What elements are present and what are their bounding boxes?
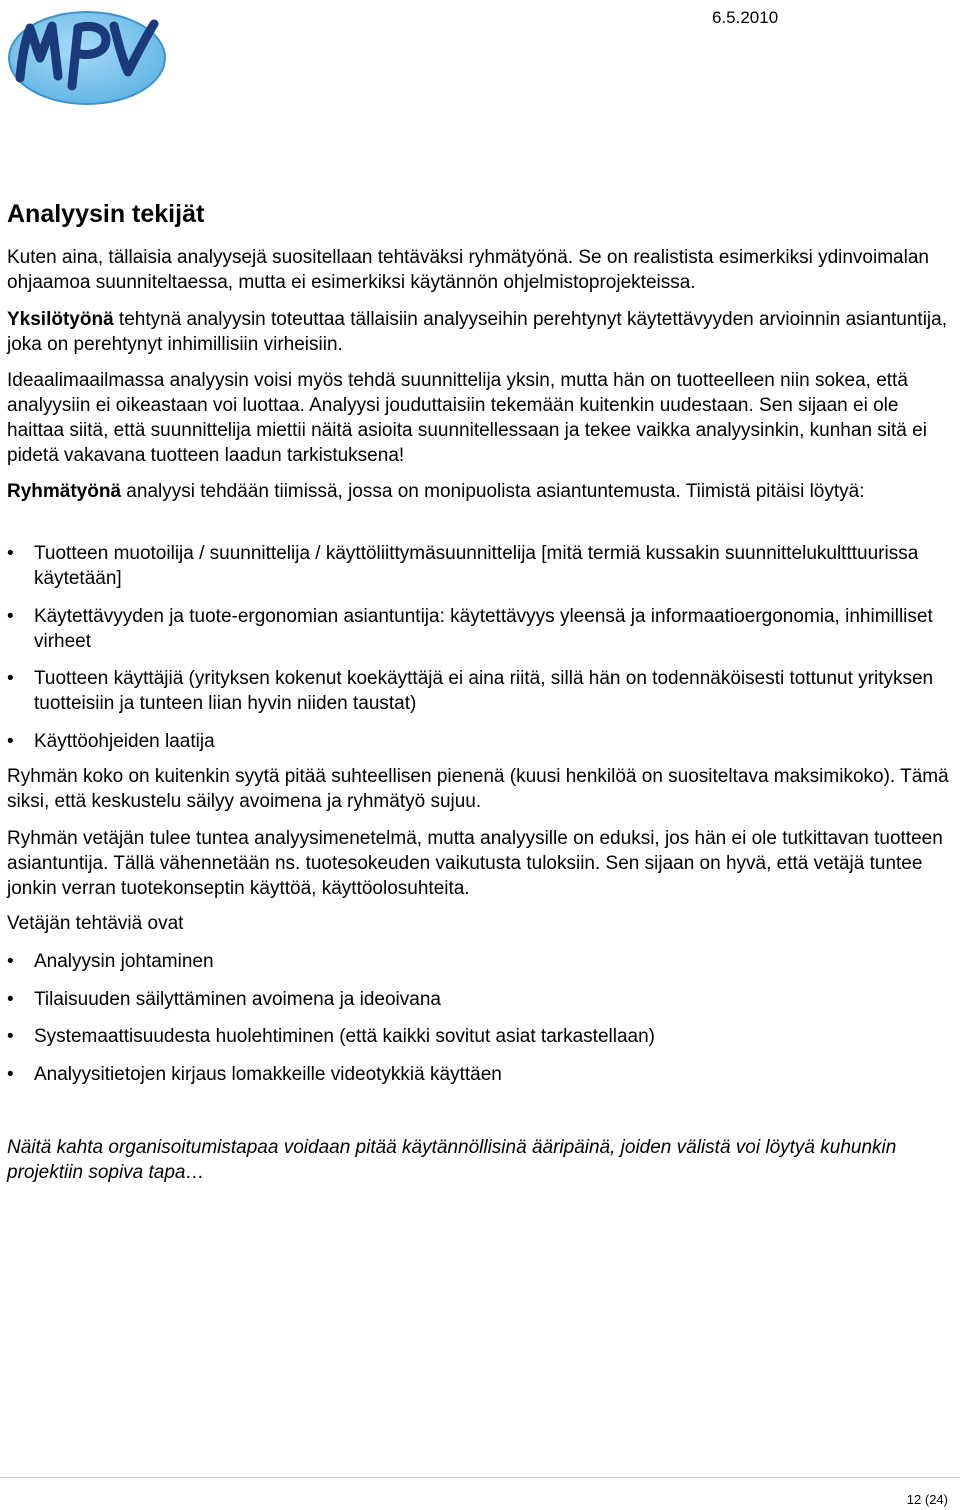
section-title: Analyysin tekijät: [7, 200, 205, 228]
paragraph-ideal-world: Ideaalimaailmassa analyysin voisi myös tehdä suunnittelija yksin, mutta hän on tuotteelleen niin sokea, että analyysiin ei oikeastaan voi luottaa. Analyysi jouduttaisiin tekemään kuitenkin uudestaan. Sen sijaan ei ole haittaa siitä, että suunnittelija miettii näitä asioita suunnitellessaan ja tekee vaikka analyysinkin, kunhan sitä ei pidetä vakavana tuotteen laadun tarkistuksena!: [7, 370, 927, 466]
list-item-text: Tuotteen muotoilija / suunnittelija / käyttöliittymäsuunnittelija [mitä termiä kussakin suunnittelukultttuurissa käytetään]: [34, 543, 919, 589]
paragraph-group-work-text: analyysi tehdään tiimissä, jossa on monipuolista asiantuntemusta. Tiimistä pitäisi löytyä:: [121, 481, 865, 502]
term-group-work: Ryhmätyönä: [7, 481, 122, 502]
list-item-text: Analyysitietojen kirjaus lomakkeille videotykkiä käyttäen: [34, 1064, 502, 1085]
list-item-text: Käytettävyyden ja tuote-ergonomian asiantuntija: käytettävyys yleensä ja informaatioergonomia, inhimilliset virheet: [34, 606, 933, 652]
page-number: 12 (24): [906, 1492, 948, 1507]
list-item-text: Systemaattisuudesta huolehtiminen (että kaikki sovitut asiat tarkastellaan): [34, 1026, 655, 1047]
paragraph-intro: Kuten aina, tällaisia analyysejä suositellaan tehtäväksi ryhmätyönä. Se on realistista esimerkiksi ydinvoimalan ohjaamoa suunniteltaessa, mutta ei esimerkiksi käytännön ohjelmistoprojekteissa.: [7, 247, 929, 293]
paragraph-group-work: [7, 479, 959, 504]
paragraph-leader-tasks-intro: Vetäjän tehtäviä ovat: [7, 913, 184, 934]
bullet-icon: •: [7, 1064, 14, 1085]
paragraph-individual-work: [7, 307, 959, 357]
list-item-text: Tuotteen käyttäjiä (yrityksen kokenut koekäyttäjä ei aina riitä, sillä hän on todennäköisesti tottunut yrityksen tuotteisiin ja tunteen liian hyvin niiden taustat): [34, 668, 934, 714]
list-item-text: Tilaisuuden säilyttäminen avoimena ja ideoivana: [34, 989, 441, 1010]
document-date: 6.5.2010: [712, 8, 779, 27]
bullet-icon: •: [7, 951, 14, 972]
mpv-logo: [6, 6, 168, 106]
paragraph-group-size: Ryhmän koko on kuitenkin syytä pitää suhteellisen pienenä (kuusi henkilöä on suositeltava maksimikoko). Tämä siksi, että keskustelu säilyy avoimena ja ryhmätyö sujuu.: [7, 766, 949, 812]
paragraph-group-leader: Ryhmän vetäjän tulee tuntea analyysimenetelmä, mutta analyysille on eduksi, jos hän ei ole tutkittavan tuotteen asiantuntija. Tällä vähennetään ns. tuotesokeuden vaikutusta tuloksiin. Sen sijaan on hyvä, että vetäjä tuntee jonkin verran tuotekonseptin käyttöä, käyttöolosuhteita.: [7, 828, 943, 899]
list-item-text: Käyttöohjeiden laatija: [34, 731, 215, 752]
bullet-icon: •: [7, 989, 14, 1010]
bullet-icon: •: [7, 731, 14, 752]
bullet-icon: •: [7, 1026, 14, 1047]
footer-divider: [0, 1477, 960, 1478]
list-item-text: Analyysin johtaminen: [34, 951, 214, 972]
term-individual-work: Yksilötyönä: [7, 309, 114, 330]
bullet-icon: •: [7, 606, 14, 627]
closing-note: Näitä kahta organisoitumistapaa voidaan pitää käytännöllisinä ääripäinä, joiden välistä voi löytyä kuhunkin projektiin sopiva tapa…: [7, 1137, 897, 1183]
paragraph-individual-work-text: tehtynä analyysin toteuttaa tällaisiin analyyseihin perehtynyt käytettävyyden arvioinnin asiantuntija, joka on perehtynyt inhimillisiin virheisiin.: [7, 309, 947, 355]
bullet-icon: •: [7, 668, 14, 689]
bullet-icon: •: [7, 543, 14, 564]
logo-graphic: [6, 6, 168, 106]
